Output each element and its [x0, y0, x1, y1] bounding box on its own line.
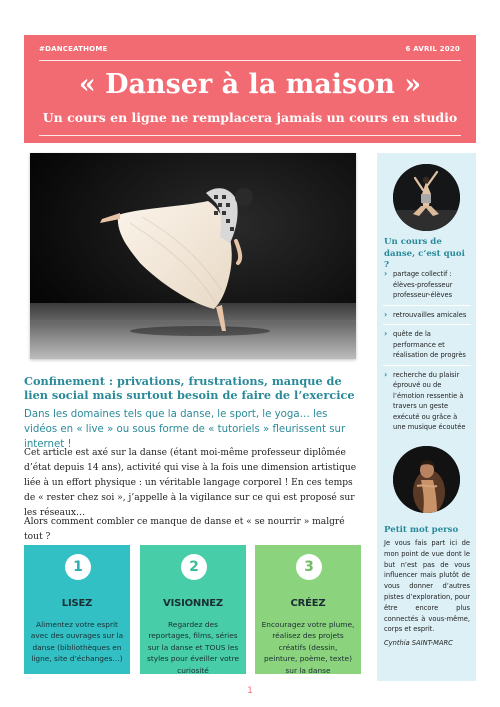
sidebar-list	[383, 269, 471, 442]
box-title: CRÉEZ	[290, 598, 326, 609]
sidebar-personal-note: Je vous fais part ici de mon point de vue dont le but n’est pas de vous influencer mais plutôt de vous donner d’autres pistes d’exploration, pour être encore plus connectés à vous-même, corps et esprit.	[384, 539, 470, 634]
page-subtitle: Un cours en ligne ne remplacera jamais un cours en studio	[42, 110, 458, 125]
list-item	[383, 310, 471, 330]
list-item	[383, 370, 471, 442]
article-question: Alors comment combler ce manque de danse et « se nourrir » malgré tout ?	[24, 517, 345, 542]
article-body: Cet article est axé sur la danse (étant moi-même professeur diplômée d’état depuis 14 ans), activité qui vise à la fois une dimension artistique liée à un effort physique : un véritable langage corporel ! En ces temps de « rester chez soi », j’appelle à la vigilance sur ce qui est proposé sur les réseaux…	[24, 448, 357, 518]
divider	[383, 324, 471, 325]
list-item-text: recherche du plaisir éprouvé ou de l’émotion ressentie à travers un geste exécuté ou grâce à une musique écoutée	[393, 370, 466, 431]
box-number: 3	[296, 554, 322, 580]
portrait-dancer-illustration	[393, 446, 460, 513]
box-text: Encouragez votre plume, réalisez des projets créatifs (dessin, peinture, poème, texte) sur la danse	[261, 620, 355, 675]
crouching-dancer-illustration	[393, 164, 460, 231]
sidebar	[377, 153, 476, 681]
box-creez	[255, 545, 361, 674]
sidebar-photo-dancer	[393, 164, 460, 231]
list-item-text: partage collectif : élèves-professeur professeur-élèves	[393, 270, 453, 299]
list-item	[383, 269, 471, 310]
header-banner	[24, 35, 476, 143]
author-signature: Cynthia SAINT-MARC	[384, 639, 453, 647]
box-visionnez	[140, 545, 246, 674]
divider	[383, 305, 471, 306]
list-item	[383, 329, 471, 370]
box-text: Alimentez votre esprit avec des ouvrages sur la danse (bibliothèques en ligne, site d’échanges…)	[30, 620, 124, 664]
header-rule-bottom	[39, 135, 461, 136]
box-lisez	[24, 545, 130, 674]
dancer-photo-illustration	[30, 153, 356, 359]
list-item-text: quête de la performance et réalisation de progrès	[393, 330, 466, 359]
sidebar-heading-cours: Un cours de danse, c’est quoi ?	[384, 237, 465, 270]
hashtag: #DANCEATHOME	[39, 45, 108, 53]
box-title: VISIONNEZ	[163, 598, 223, 609]
sidebar-photo-portrait	[393, 446, 460, 513]
page-number: 1	[247, 686, 253, 696]
list-item-text: retrouvailles amicales	[393, 310, 467, 319]
box-number: 2	[181, 554, 207, 580]
divider	[383, 365, 471, 366]
issue-date: 6 AVRIL 2020	[405, 45, 460, 53]
sidebar-heading-perso: Petit mot perso	[384, 525, 459, 535]
box-number: 1	[65, 554, 91, 580]
header-rule-top	[39, 60, 461, 61]
box-title: LISEZ	[61, 598, 93, 609]
main-photo	[30, 153, 356, 359]
article-lede: Dans les domaines tels que la danse, le sport, le yoga… les vidéos en « live » ou sous forme de « tutoriels » fleurissent sur internet !	[24, 409, 346, 450]
page-title: « Danser à la maison »	[78, 69, 422, 100]
box-text: Regardez des reportages, films, séries sur la danse et TOUS les styles pour éveiller votre curiosité	[147, 620, 239, 675]
article-headline: Confinement : privations, frustrations, manque de lien social mais surtout besoin de faire de l’exercice	[24, 374, 355, 402]
